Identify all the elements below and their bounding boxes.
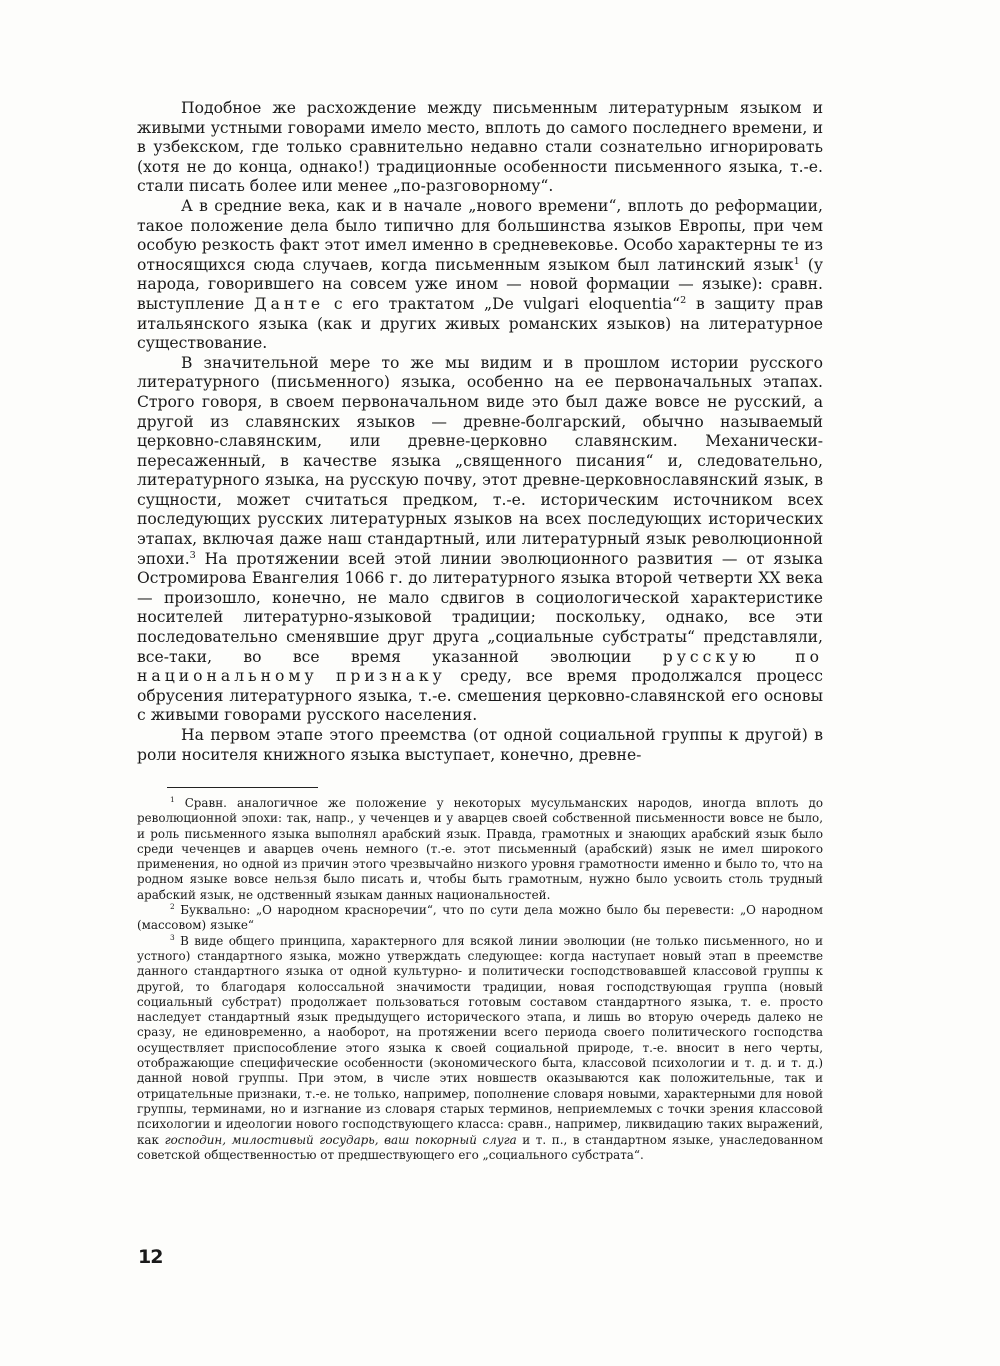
paragraph-2-text-b: (у народа, говорившего на совсем уже ином — новой формации — языке): сравн. выступление [137, 255, 824, 313]
paragraph-2 [137, 197, 823, 354]
footnote-2-text: Буквально: „О народном красноречии“, что по сути дела можно было бы перевести: „О народном (массовом) языке“ [137, 903, 823, 933]
footnote-ref-1: 1 [793, 255, 800, 267]
paragraph-4-text: На первом этапе этого преемства (от одной социальной группы к другой) в роли носителя книжного языка выступает, конечно, древне- [137, 726, 823, 764]
paragraph-3-text-a: В значительной мере то же мы видим и в прошлом истории русского литературного (письменного) языка, особенно на ее первоначальных этапах. Строго говоря, в своем первоначальном виде это был даже вовсе не русский, а другой из славянских языков — древне-болгарский, обычно называемый церковно-славянским, или древне-церковно славянским. Механически-пересаженный, в качестве языка „священного писания“ и, следовательно, литературного языка, на русскую почву, этот древне-церковнославянский язык, в сущности, может считаться предком, т.-е. историческим источником всех последующих русских литературных языков на всех последующих исторических этапах, включая даже наш стандартный, или литературный язык революционной эпохи. [137, 353, 823, 568]
footnote-3-italic-phrase: господин, милостивый государь, ваш покорный слуга [164, 1132, 517, 1147]
footnote-3-text-b: и т. п., в стандартном языке, унаследованном советской общественностью от предшествующего его „социального субстрата“. [137, 1132, 824, 1162]
footnote-ref-2: 2 [680, 294, 687, 306]
footnote-2-mark: 2 [170, 902, 175, 912]
footnote-3-text-a: В виде общего принципа, характерного для всякой линии эволюции (не только письменного, но и устного) стандартного языка, можно утверждать следующее: когда наступает новый этап в преемстве данного стандартного языка от одной культурно- и политически господствовавшей классовой группы к другой, то благодаря колоссальной значимости традиции, новая господствующая группа (новый социальный субстрат) продолжает пользоваться готовым составом стандартного языка, т. е. просто наследует стандартный язык предыдущего исторического этапа, и лишь во вторую очередь далеко не сразу, не единовременно, а наоборот, на протяжении всего периода своего политического господства осуществляет приспособление этого языка к своей социальной природе, т.-е. вносит в него черты, отображающие специфические особенности (экономического быта, классовой психологии и т. д. и т. д.) данной новой группы. При этом, в числе этих новшеств оказываются как положительные, так и отрицательные признаки, т.-е. не только, например, пополнение словаря новыми, характерными для новой группы, терминами, но и изгнание из словаря старых терминов, неприемлемых с точки зрения классовой психологии и идеологии нового господствующего класса: сравн., например, ликвидацию таких выражений, как [137, 933, 823, 1147]
spaced-emphasis: русскую по национальному признаку [137, 647, 823, 686]
footnote-1-mark: 1 [170, 795, 175, 805]
paragraph-3-text-c: среду, все время продолжался процесс обрусения литературного языка, т.-е. смешения церковно-славянской его основы с живыми говорами русского населения. [137, 667, 823, 725]
body-text [137, 99, 823, 765]
footnote-separator [167, 787, 318, 788]
footnote-2 [137, 903, 823, 934]
footnote-ref-3: 3 [189, 549, 196, 561]
paragraph-1 [137, 99, 823, 197]
footnote-3 [137, 934, 823, 1163]
paragraph-4 [137, 726, 823, 765]
footnote-1 [137, 796, 823, 903]
paragraph-2-text-c: с его трактатом „De vulgari eloquentia“ [324, 294, 681, 313]
footnotes [137, 796, 823, 1163]
paragraph-3-text-b: На протяжении всей этой линии эволюционного развития — от языка Остромирова Евангелия 1066 г. до литературного языка второй четверти XX века — произошло, конечно, не мало сдвигов в социологической характеристике носителей литературно-языковой традиции; поскольку, однако, все эти последовательно сменявшие друг друга „социальные субстраты“ представляли, все-таки, во все время указанной эволюции [137, 549, 823, 666]
page-number: 12 [138, 1246, 163, 1268]
paragraph-3 [137, 354, 823, 726]
footnote-3-mark: 3 [170, 932, 175, 942]
paragraph-1-text: Подобное же расхождение между письменным литературным языком и живыми устными говорами имело место, вплоть до самого последнего времени, и в узбекском, где только сравнительно недавно стали сознательно игнорировать (хотя не до конца, однако!) традиционные особенности письменного языка, т.-е. стали писать более или менее „по-разговорному“. [137, 99, 823, 196]
paragraph-2-text-d: в защиту прав итальянского языка (как и других живых романских языков) на литературное существование. [137, 294, 823, 353]
footnote-1-text: Сравн. аналогичное же положение у некоторых мусульманских народов, иногда вплоть до революционной эпохи: так, напр., у чеченцев и у аварцев своей собственной письменности вовсе не было, и роль письменного языка выполнял арабский язык. Правда, грамотных и знающих арабский язык было среди чеченцев и аварцев очень немного (т.-е. этот письменный (арабский) язык не имел широкого применения, но одной из причин этого чрезвычайно низкого уровня грамотности именно и было то, что на родном языке вовсе нельзя было писать и, чтобы быть грамотным, нужно было усвоить столь трудный арабский язык, не одственный языкам данных национальностей. [137, 796, 823, 902]
paragraph-2-text-a: А в средние века, как и в начале „нового времени“, вплоть до реформации, такое положение дела было типично для большинства языков Европы, при чем особую резкость факт этот имел именно в средневековье. Особо характерны те из относящихся сюда случаев, когда письменным языком был латинский язык [137, 196, 823, 274]
spaced-name-dante: Данте [253, 294, 325, 313]
